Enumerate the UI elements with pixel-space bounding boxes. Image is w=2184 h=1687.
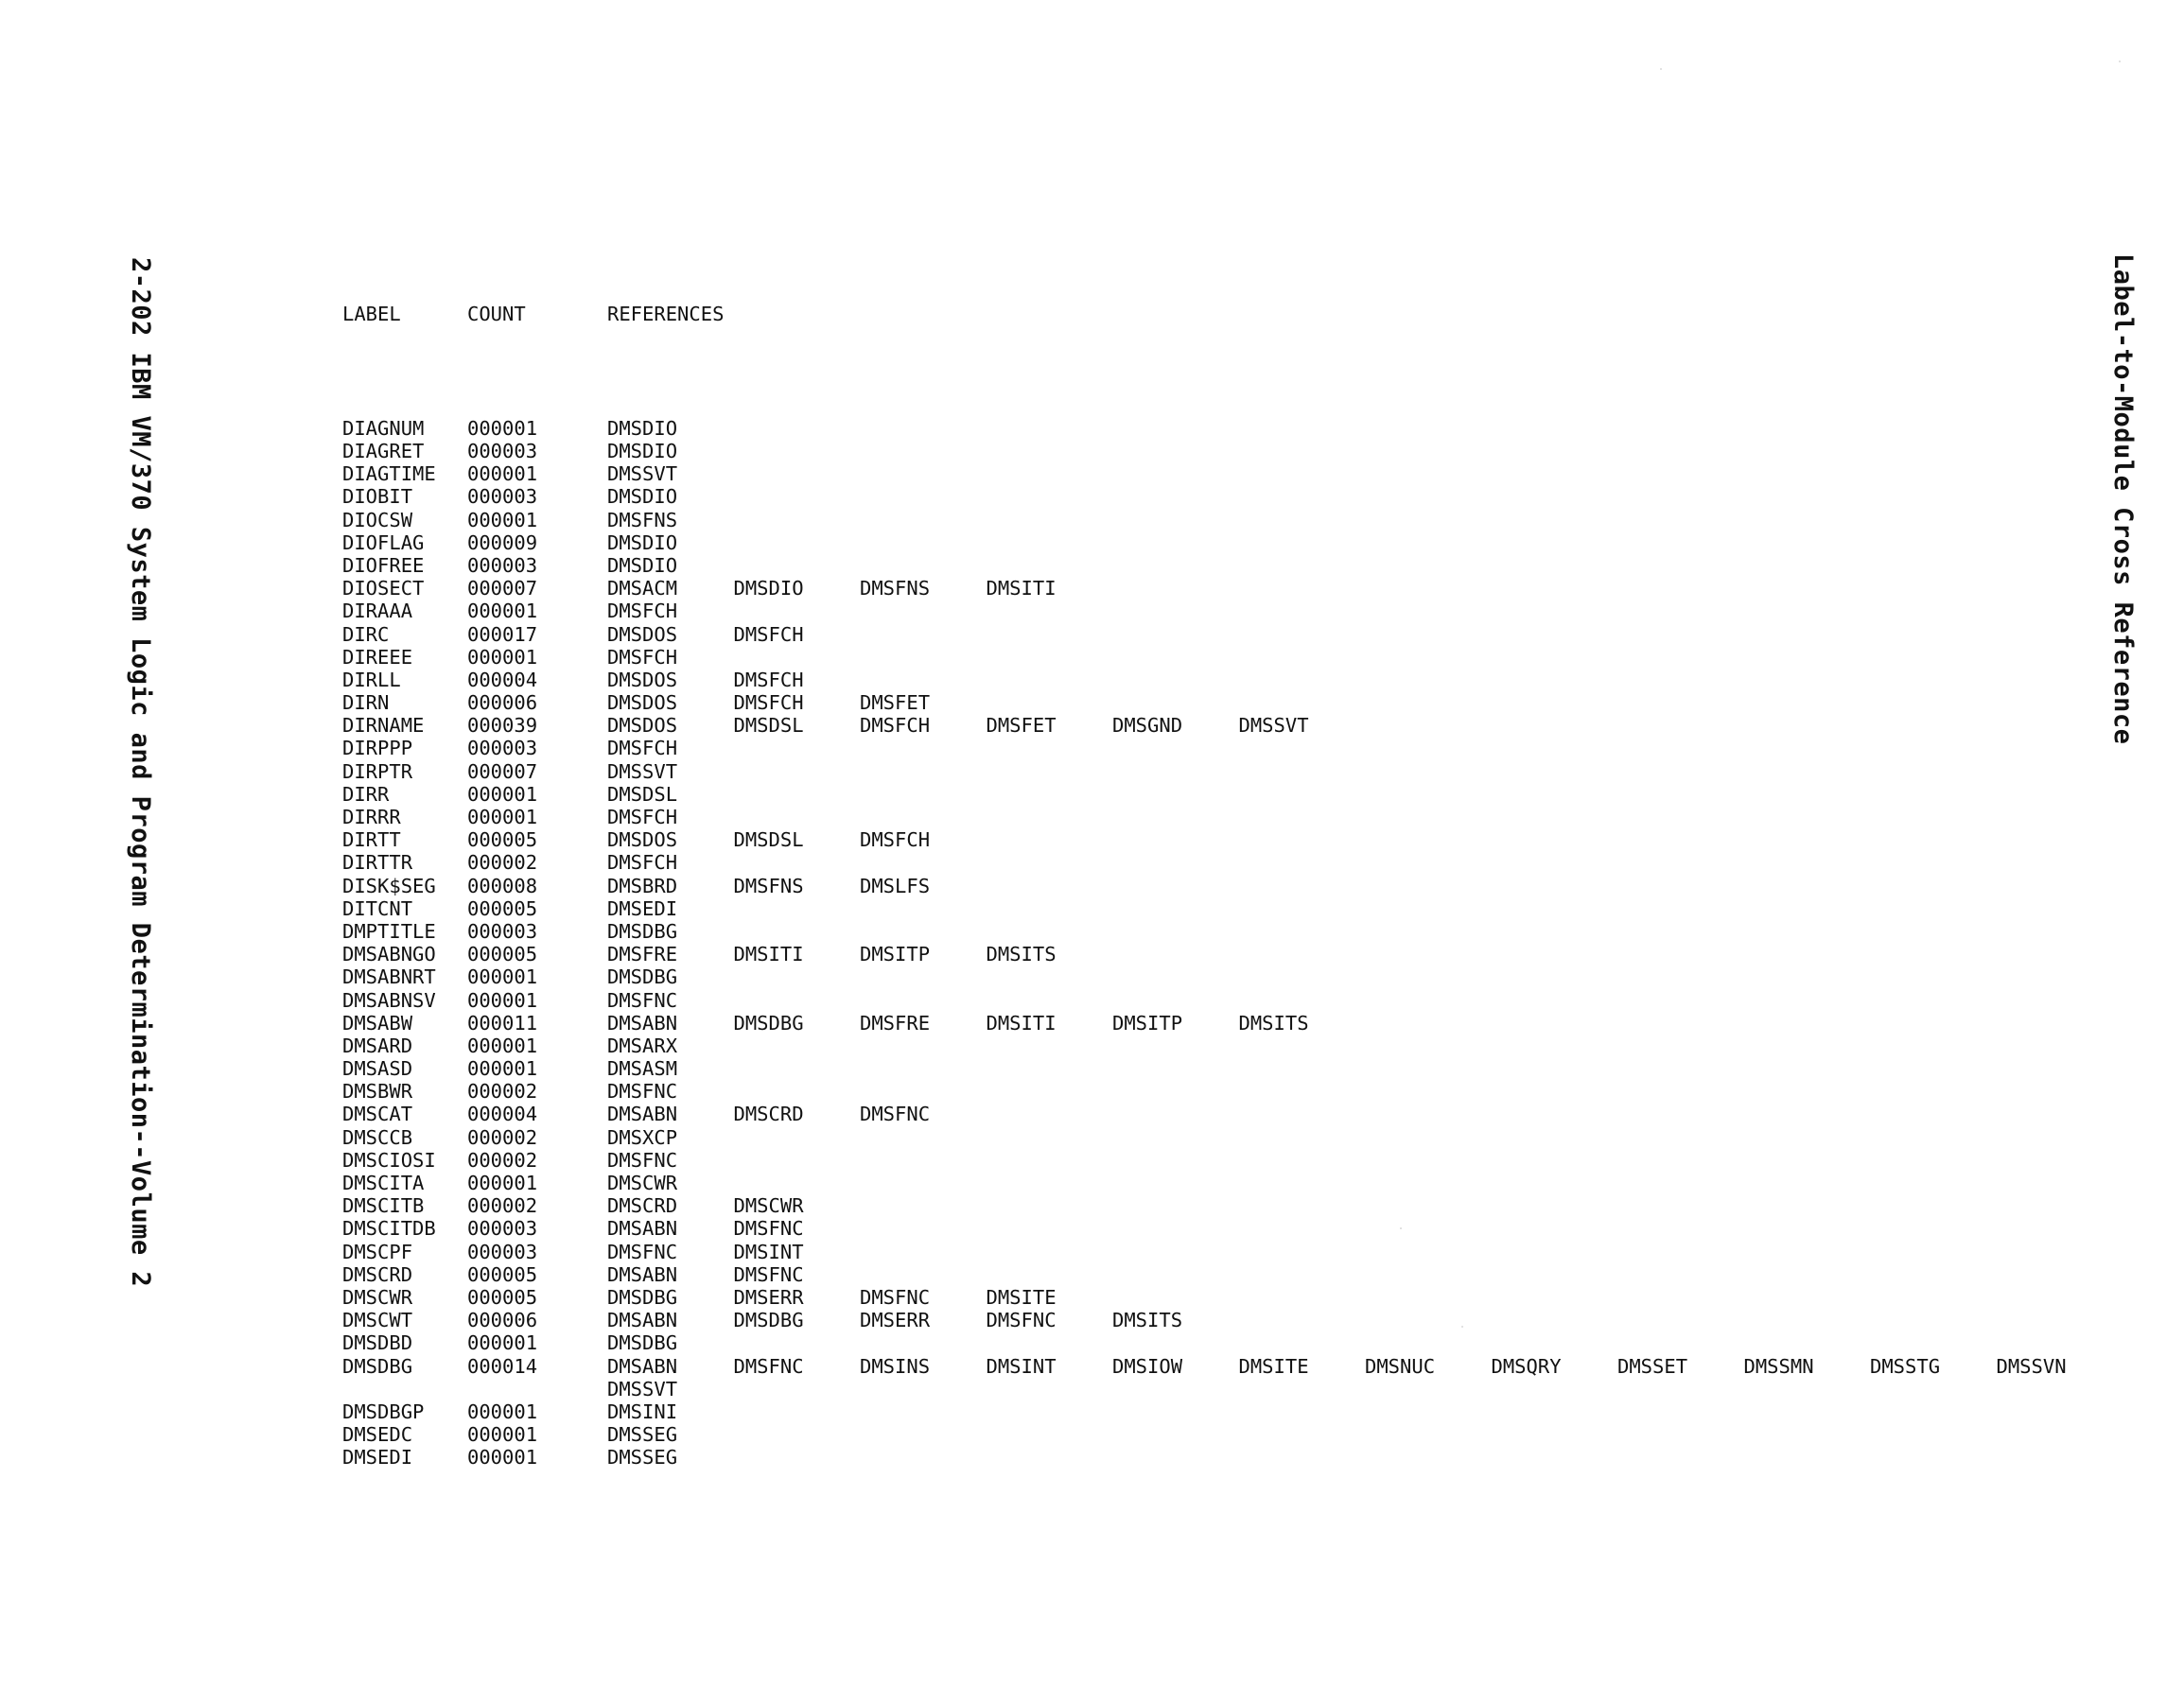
row-count: 000005 [467, 943, 538, 966]
row-count: 000009 [467, 530, 538, 554]
row-reference: DMSSVT [607, 759, 678, 783]
row-count: 000003 [467, 737, 538, 760]
row-reference: DMSDSL [733, 828, 804, 852]
row-reference: DMSFET [860, 691, 931, 715]
row-reference: DMSITS [986, 943, 1057, 966]
row-count: 000005 [467, 1262, 538, 1286]
row-count: 000014 [467, 1354, 538, 1378]
table-row [342, 851, 678, 875]
row-count: 000003 [467, 553, 538, 577]
table-row [342, 508, 678, 531]
row-reference: DMSDOS [607, 714, 678, 738]
row-label: DIRAAA [342, 600, 413, 623]
row-reference: DMSCRD [733, 1103, 804, 1126]
row-reference: DMSFCH [733, 668, 804, 691]
row-count: 000006 [467, 1309, 538, 1332]
row-reference: DMSFCH [607, 737, 678, 760]
row-count: 000003 [467, 485, 538, 509]
row-count: 000002 [467, 851, 538, 875]
row-label: DMPTITLE [342, 919, 436, 943]
row-reference: DMSBRD [607, 874, 678, 897]
row-reference: DMSFCH [607, 645, 678, 669]
row-count: 000005 [467, 828, 538, 852]
row-count: 000001 [467, 1034, 538, 1057]
row-reference: DMSITI [986, 1011, 1057, 1035]
row-count: 000001 [467, 1446, 538, 1470]
table-row [342, 1148, 678, 1172]
row-count: 000003 [467, 1217, 538, 1241]
row-reference: DMSCRD [607, 1194, 678, 1218]
row-reference: DMSFRE [860, 1011, 931, 1035]
row-label: DIAGNUM [342, 416, 425, 440]
row-label: DMSDBG [342, 1354, 413, 1378]
row-reference: DMSFNC [607, 1080, 678, 1104]
row-reference: DMSDOS [607, 828, 678, 852]
row-label: DIRN [342, 691, 390, 715]
row-reference: DMSDIO [733, 577, 804, 600]
header-label: LABEL [342, 303, 401, 326]
row-count: 000003 [467, 440, 538, 462]
row-count: 000008 [467, 874, 538, 897]
row-reference: DMSFNC [860, 1285, 931, 1309]
row-reference: DMSSTG [1870, 1354, 1941, 1378]
row-reference: DMSABN [607, 1262, 678, 1286]
row-label: DMSABW [342, 1011, 413, 1035]
row-count: 000004 [467, 1103, 538, 1126]
row-reference: DMSDBG [607, 919, 678, 943]
row-count: 000001 [467, 600, 538, 623]
row-reference: DMSACM [607, 577, 678, 600]
row-reference: DMSINT [986, 1354, 1057, 1378]
row-label: DMSCAT [342, 1103, 413, 1126]
row-reference: DMSFNS [733, 874, 804, 897]
row-count: 000001 [467, 1331, 538, 1355]
row-reference: DMSCWR [607, 1172, 678, 1194]
row-count: 000007 [467, 759, 538, 783]
row-reference: DMSEDI [607, 896, 678, 920]
row-reference: DMSGND [1112, 714, 1183, 738]
row-reference: DMSFNC [860, 1103, 931, 1126]
row-count: 000001 [467, 508, 538, 531]
row-count: 000002 [467, 1148, 538, 1172]
row-reference: DMSSVT [607, 1377, 678, 1400]
row-reference: DMSINI [607, 1400, 678, 1423]
row-reference: DMSINS [860, 1354, 931, 1378]
table-row [342, 622, 804, 646]
row-reference: DMSIOW [1112, 1354, 1183, 1378]
table-row [342, 577, 1057, 600]
row-reference: DMSDOS [607, 622, 678, 646]
row-count: 000002 [467, 1080, 538, 1104]
row-label: DIRNAME [342, 714, 425, 738]
row-label: DMSCWT [342, 1309, 413, 1332]
row-label: DIAGTIME [342, 462, 436, 486]
table-row [342, 1400, 678, 1423]
cross-reference-table [342, 257, 2067, 1515]
row-label: DMSDBGP [342, 1400, 425, 1423]
row-label: DMSBWR [342, 1080, 413, 1104]
running-head-right-text: Label-to-Module Cross Reference [2108, 253, 2138, 745]
row-count: 000001 [467, 416, 538, 440]
row-count: 000003 [467, 919, 538, 943]
row-label: DMSCPF [342, 1240, 413, 1263]
row-count: 000001 [467, 965, 538, 989]
table-row [342, 1331, 678, 1355]
table-row [342, 668, 804, 691]
row-label: DIRC [342, 622, 390, 646]
row-reference: DMSDBG [607, 1331, 678, 1355]
row-reference: DMSSEG [607, 1446, 678, 1470]
row-reference: DMSFCH [607, 851, 678, 875]
row-reference: DMSITP [1112, 1011, 1183, 1035]
row-label: DIOSECT [342, 577, 425, 600]
table-row [342, 600, 678, 623]
row-label: DMSABNRT [342, 965, 436, 989]
row-label: DIOBIT [342, 485, 413, 509]
row-label: DITCNT [342, 896, 413, 920]
row-label: DMSCITA [342, 1172, 425, 1194]
row-reference: DMSNUC [1365, 1354, 1436, 1378]
row-reference: DMSSVN [1996, 1354, 2067, 1378]
row-reference: DMSITI [986, 577, 1057, 600]
row-reference: DMSSVT [607, 462, 678, 486]
row-reference: DMSXCP [607, 1125, 678, 1149]
row-label: DISK$SEG [342, 874, 436, 897]
row-reference: DMSARX [607, 1034, 678, 1057]
row-label: DMSASD [342, 1057, 413, 1081]
row-label: DIOFLAG [342, 530, 425, 554]
table-row [342, 714, 1309, 738]
row-count: 000039 [467, 714, 538, 738]
table-row [342, 1262, 804, 1286]
table-row [342, 1240, 804, 1263]
row-count: 000002 [467, 1194, 538, 1218]
table-row [342, 462, 678, 486]
table-header [342, 303, 725, 326]
row-reference: DMSITE [1238, 1354, 1309, 1378]
row-count: 000005 [467, 1285, 538, 1309]
table-row [342, 440, 678, 462]
table-row [342, 1354, 2067, 1378]
table-row [342, 828, 931, 852]
row-label: DMSCITDB [342, 1217, 436, 1241]
row-reference: DMSSMN [1743, 1354, 1814, 1378]
table-row [342, 1309, 1183, 1332]
row-count: 000001 [467, 1423, 538, 1447]
row-reference: DMSDSL [607, 782, 678, 806]
row-reference: DMSDIO [607, 440, 678, 462]
row-reference: DMSFNC [607, 1148, 678, 1172]
table-row [342, 965, 678, 989]
table-row [342, 1080, 678, 1104]
row-reference: DMSITS [1112, 1309, 1183, 1332]
row-reference: DMSASM [607, 1057, 678, 1081]
table-row [342, 782, 678, 806]
running-head-left-text: 2-202 IBM VM/370 System Logic and Program Determination--Volume 2 [126, 257, 155, 1288]
row-label: DMSDBD [342, 1331, 413, 1355]
table-row [342, 759, 678, 783]
header-references: REFERENCES [607, 303, 725, 326]
header-count: COUNT [467, 303, 526, 326]
row-count: 000001 [467, 988, 538, 1012]
table-row [342, 874, 931, 897]
row-reference: DMSFNC [607, 988, 678, 1012]
row-reference: DMSFNS [607, 508, 678, 531]
row-reference: DMSDBG [607, 1285, 678, 1309]
row-count: 000001 [467, 1172, 538, 1194]
scan-speck [1660, 68, 1662, 70]
table-row [342, 1125, 678, 1149]
table-row [342, 1057, 678, 1081]
row-reference: DMSABN [607, 1309, 678, 1332]
row-reference: DMSERR [860, 1309, 931, 1332]
table-row [342, 919, 678, 943]
table-row [342, 1103, 931, 1126]
row-reference: DMSFRE [607, 943, 678, 966]
row-reference: DMSITI [733, 943, 804, 966]
table-row [342, 943, 1057, 966]
row-reference: DMSABN [607, 1103, 678, 1126]
row-label: DMSABNSV [342, 988, 436, 1012]
table-row [342, 1034, 678, 1057]
table-row [342, 530, 678, 554]
row-count: 000002 [467, 1125, 538, 1149]
table-row [342, 1446, 678, 1470]
row-reference: DMSFNC [733, 1354, 804, 1378]
row-reference: DMSITP [860, 943, 931, 966]
row-reference: DMSFCH [860, 714, 931, 738]
row-label: DIRTT [342, 828, 401, 852]
row-count: 000003 [467, 1240, 538, 1263]
row-reference: DMSDOS [607, 668, 678, 691]
row-label: DIAGRET [342, 440, 425, 462]
row-reference: DMSITS [1238, 1011, 1309, 1035]
row-reference: DMSFNC [986, 1309, 1057, 1332]
row-reference: DMSFCH [733, 622, 804, 646]
row-label: DIRPPP [342, 737, 413, 760]
scan-speck [1461, 1326, 1463, 1328]
row-count: 000001 [467, 1057, 538, 1081]
row-label: DMSCCB [342, 1125, 413, 1149]
row-reference: DMSDBG [607, 965, 678, 989]
row-count: 000001 [467, 462, 538, 486]
row-label: DIRLL [342, 668, 401, 691]
table-row [342, 988, 678, 1012]
row-reference: DMSABN [607, 1354, 678, 1378]
row-reference: DMSSVT [1238, 714, 1309, 738]
row-reference: DMSDSL [733, 714, 804, 738]
row-reference: DMSSEG [607, 1423, 678, 1447]
row-label: DIREEE [342, 645, 413, 669]
table-row [342, 737, 678, 760]
table-row [342, 1194, 804, 1218]
row-reference: DMSQRY [1491, 1354, 1562, 1378]
row-count: 000011 [467, 1011, 538, 1035]
table-row [342, 485, 678, 509]
table-row [342, 553, 678, 577]
row-reference: DMSABN [607, 1011, 678, 1035]
table-body [342, 416, 2067, 1470]
row-reference: DMSITE [986, 1285, 1057, 1309]
row-label: DMSCRD [342, 1262, 413, 1286]
table-row-continuation [342, 1377, 678, 1400]
row-reference: DMSFCH [607, 600, 678, 623]
row-label: DMSEDC [342, 1423, 413, 1447]
row-reference: DMSDIO [607, 485, 678, 509]
row-count: 000001 [467, 645, 538, 669]
table-row [342, 1172, 678, 1194]
row-reference: DMSFNC [733, 1262, 804, 1286]
running-head-left [126, 257, 155, 1287]
row-label: DMSABNGO [342, 943, 436, 966]
row-count: 000004 [467, 668, 538, 691]
row-reference: DMSFNC [607, 1240, 678, 1263]
row-label: DIRR [342, 782, 390, 806]
table-row [342, 806, 678, 828]
row-label: DIRRR [342, 806, 401, 828]
row-reference: DMSINT [733, 1240, 804, 1263]
row-label: DIOCSW [342, 508, 413, 531]
table-row [342, 1011, 1309, 1035]
row-count: 000007 [467, 577, 538, 600]
table-row [342, 1285, 1057, 1309]
table-row [342, 896, 678, 920]
row-reference: DMSDIO [607, 553, 678, 577]
row-label: DMSEDI [342, 1446, 413, 1470]
row-reference: DMSDBG [733, 1011, 804, 1035]
row-reference: DMSFET [986, 714, 1057, 738]
row-label: DIRPTR [342, 759, 413, 783]
row-reference: DMSDIO [607, 416, 678, 440]
table-row [342, 1217, 804, 1241]
table-row [342, 645, 678, 669]
row-label: DMSCIOSI [342, 1148, 436, 1172]
running-head-right [2108, 253, 2138, 744]
scan-speck [1400, 1227, 1402, 1229]
table-row [342, 1423, 678, 1447]
row-count: 000001 [467, 1400, 538, 1423]
row-count: 000001 [467, 782, 538, 806]
row-label: DMSCWR [342, 1285, 413, 1309]
row-reference: DMSFCH [733, 691, 804, 715]
row-reference: DMSCWR [733, 1194, 804, 1218]
table-row [342, 416, 678, 440]
row-reference: DMSFNS [860, 577, 931, 600]
row-label: DIRTTR [342, 851, 413, 875]
row-reference: DMSSET [1617, 1354, 1688, 1378]
row-count: 000006 [467, 691, 538, 715]
row-count: 000005 [467, 896, 538, 920]
row-label: DMSARD [342, 1034, 413, 1057]
row-reference: DMSERR [733, 1285, 804, 1309]
row-reference: DMSLFS [860, 874, 931, 897]
row-reference: DMSFNC [733, 1217, 804, 1241]
row-label: DIOFREE [342, 553, 425, 577]
table-row [342, 691, 931, 715]
row-count: 000017 [467, 622, 538, 646]
scan-speck [2119, 61, 2121, 62]
row-label: DMSCITB [342, 1194, 425, 1218]
row-reference: DMSFCH [607, 806, 678, 828]
row-reference: DMSDIO [607, 530, 678, 554]
row-reference: DMSFCH [860, 828, 931, 852]
row-reference: DMSDOS [607, 691, 678, 715]
row-count: 000001 [467, 806, 538, 828]
row-reference: DMSABN [607, 1217, 678, 1241]
row-reference: DMSDBG [733, 1309, 804, 1332]
